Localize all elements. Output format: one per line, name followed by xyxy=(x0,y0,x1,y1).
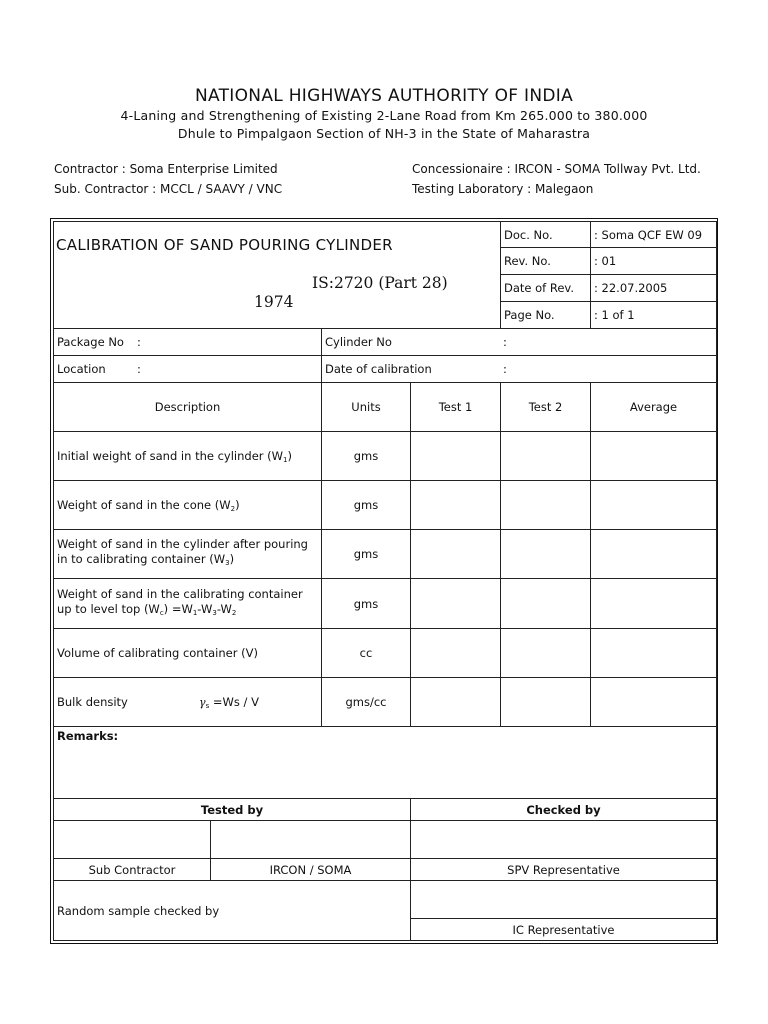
date-of-calibration-label: Date of calibration xyxy=(325,362,432,376)
test-1-cell[interactable] xyxy=(411,481,501,530)
ic-representative-label: IC Representative xyxy=(411,919,717,941)
ircon-soma-label: IRCON / SOMA xyxy=(211,859,411,881)
row-description: Weight of sand in the cone $(W_2)$ xyxy=(54,481,322,530)
sub-contractor-signature[interactable] xyxy=(54,821,211,859)
ircon-soma-signature[interactable] xyxy=(211,821,411,859)
col-units: Units xyxy=(322,383,411,432)
checked-by-header: Checked by xyxy=(411,799,717,821)
test-1-cell[interactable] xyxy=(411,629,501,678)
average-cell[interactable] xyxy=(591,678,717,727)
row-description: Initial weight of sand in the cylinder $(W_1)$ xyxy=(54,432,322,481)
calibration-form xyxy=(53,221,717,941)
col-description: Description xyxy=(54,383,322,432)
concessionaire-text: Concessionaire : IRCON - SOMA Tollway Pvt. Ltd. xyxy=(412,162,701,176)
date-of-calibration-field[interactable] xyxy=(322,356,717,383)
testing-lab-text: Testing Laboratory : Malegaon xyxy=(412,182,594,196)
table-row xyxy=(54,432,717,481)
test-1-cell[interactable] xyxy=(411,530,501,579)
date-of-calibration-colon: : xyxy=(503,362,507,376)
package-no-label: Package No xyxy=(57,335,124,349)
table-row xyxy=(54,678,717,727)
rev-no-label: Rev. No. xyxy=(501,248,591,275)
table-row xyxy=(54,530,717,579)
package-no-colon: : xyxy=(137,335,141,349)
form-title-cell xyxy=(54,222,501,329)
test-1-cell[interactable] xyxy=(411,579,501,629)
row-unit: gms xyxy=(322,579,411,629)
average-cell[interactable] xyxy=(591,481,717,530)
standard-year: 1974 xyxy=(254,293,294,311)
page-no-label: Page No. xyxy=(501,302,591,329)
cylinder-no-label: Cylinder No xyxy=(325,335,392,349)
rev-no-value: : 01 xyxy=(591,248,717,275)
ic-signature[interactable] xyxy=(411,881,717,919)
row-description: Weight of sand in the calibrating container up to level top $(W_c) =W_1-W_3-W_2$ xyxy=(54,579,322,629)
package-no-field[interactable] xyxy=(54,329,322,356)
remarks-field[interactable] xyxy=(54,727,717,799)
test-2-cell[interactable] xyxy=(501,678,591,727)
date-of-rev-value: : 22.07.2005 xyxy=(591,275,717,302)
table-row xyxy=(54,629,717,678)
average-cell[interactable] xyxy=(591,432,717,481)
spv-representative-label: SPV Representative xyxy=(411,859,717,881)
location-colon: : xyxy=(137,362,141,376)
section-title: Dhule to Pimpalgaon Section of NH-3 in the State of Maharastra xyxy=(177,126,591,141)
row-description: Weight of sand in the cylinder after pouring in to calibrating container $(W_3)$ xyxy=(54,530,322,579)
form-title: CALIBRATION OF SAND POURING CYLINDER xyxy=(56,236,393,254)
org-title: NATIONAL HIGHWAYS AUTHORITY OF INDIA xyxy=(195,86,573,106)
test-2-cell[interactable] xyxy=(501,530,591,579)
average-cell[interactable] xyxy=(591,579,717,629)
row-unit: gms xyxy=(322,432,411,481)
contractor-text: Contractor : Soma Enterprise Limited xyxy=(54,162,278,176)
date-of-rev-label: Date of Rev. xyxy=(501,275,591,302)
row-unit: gms xyxy=(322,481,411,530)
doc-no-label: Doc. No. xyxy=(501,222,591,248)
sub-contractor-label: Sub Contractor xyxy=(54,859,211,881)
location-label: Location xyxy=(57,362,106,376)
tested-by-header: Tested by xyxy=(54,799,411,821)
test-2-cell[interactable] xyxy=(501,579,591,629)
location-field[interactable] xyxy=(54,356,322,383)
table-row xyxy=(54,481,717,530)
page-no-value: : 1 of 1 xyxy=(591,302,717,329)
col-test-1: Test 1 xyxy=(411,383,501,432)
cylinder-no-field[interactable] xyxy=(322,329,717,356)
row-description: Bulk density $\gamma_s =Ws / V$ xyxy=(54,678,322,727)
col-average: Average xyxy=(591,383,717,432)
test-2-cell[interactable] xyxy=(501,481,591,530)
project-title: 4-Laning and Strengthening of Existing 2-Lane Road from Km 265.000 to 380.000 xyxy=(120,108,648,123)
row-unit: gms/cc xyxy=(322,678,411,727)
spv-signature[interactable] xyxy=(411,821,717,859)
table-row xyxy=(54,579,717,629)
row-unit: gms xyxy=(322,530,411,579)
random-sample-label: Random sample checked by xyxy=(54,881,411,941)
row-description: Volume of calibrating container (V) xyxy=(54,629,322,678)
cylinder-no-colon: : xyxy=(503,335,507,349)
test-2-cell[interactable] xyxy=(501,432,591,481)
average-cell[interactable] xyxy=(591,629,717,678)
doc-no-value: : Soma QCF EW 09 xyxy=(591,222,717,248)
test-1-cell[interactable] xyxy=(411,432,501,481)
average-cell[interactable] xyxy=(591,530,717,579)
test-2-cell[interactable] xyxy=(501,629,591,678)
row-unit: cc xyxy=(322,629,411,678)
col-test-2: Test 2 xyxy=(501,383,591,432)
remarks-label: Remarks: xyxy=(57,729,119,743)
test-1-cell[interactable] xyxy=(411,678,501,727)
standard-ref: IS:2720 (Part 28) xyxy=(312,274,448,292)
sub-contractor-text: Sub. Contractor : MCCL / SAAVY / VNC xyxy=(54,182,283,196)
